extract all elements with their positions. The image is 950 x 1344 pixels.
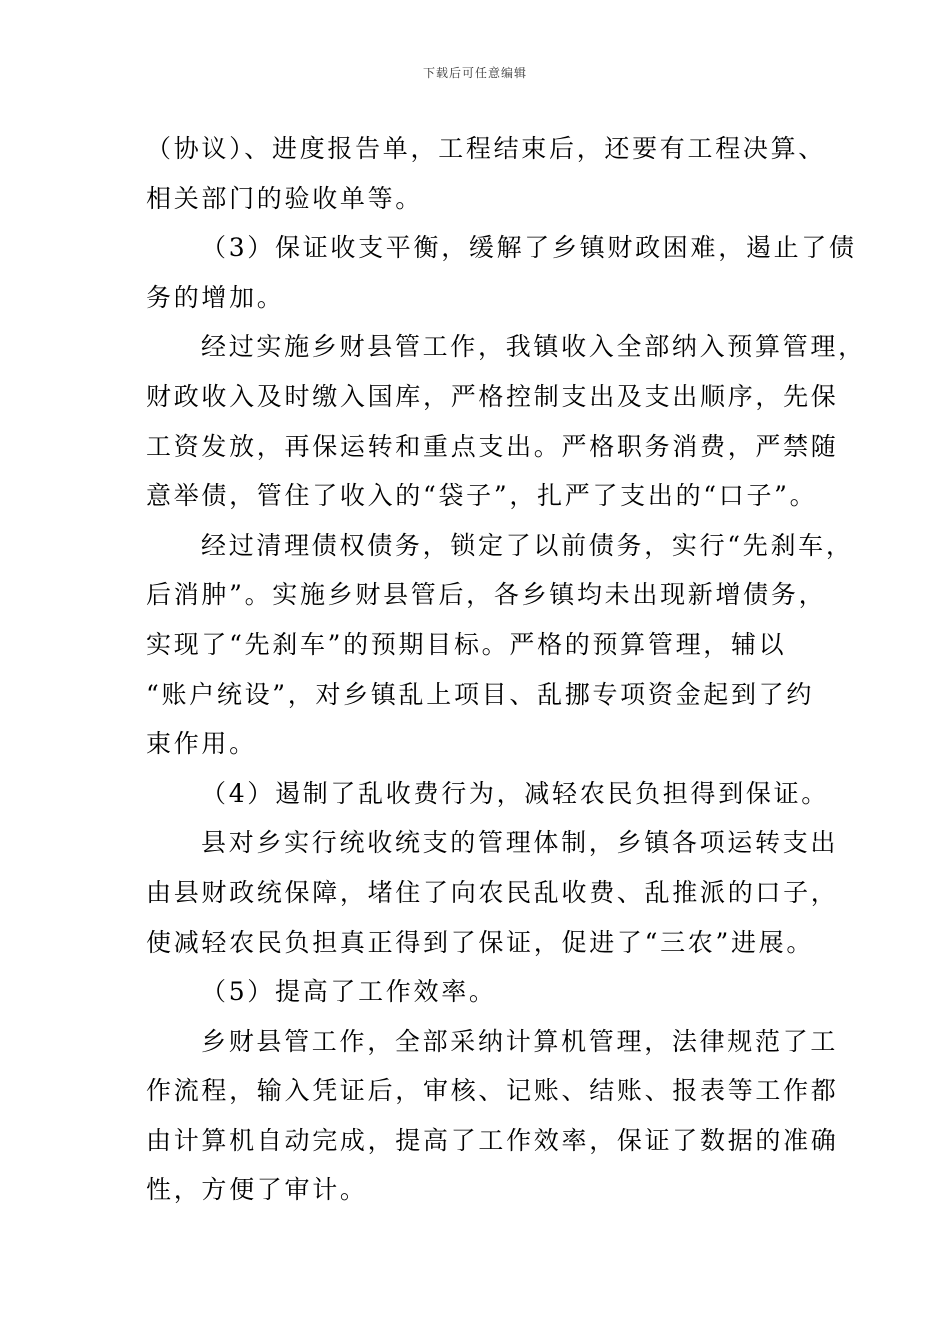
section-heading-3: （3）保证收支平衡，缓解了乡镇财政困难，遏止了债 — [201, 233, 857, 263]
text-line: 性，方便了审计。 — [146, 1175, 368, 1205]
text-line: 相关部门的验收单等。 — [146, 183, 424, 213]
text-line: 务的增加。 — [146, 282, 285, 312]
text-line: 作流程，输入凭证后，审核、记账、结账、报表等工作都 — [146, 1076, 839, 1106]
text-line: 由县财政统保障，堵住了向农民乱收费、乱推派的口子， — [146, 877, 839, 907]
section-heading-5: （5）提高了工作效率。 — [201, 977, 497, 1007]
text-line: （协议）、进度报告单，工程结束后，还要有工程决算、 — [146, 134, 827, 163]
text-line: 意举债，管住了收入的“袋子”，扎严了支出的“口子”。 — [146, 481, 818, 511]
paragraph-start: 县对乡实行统收统支的管理体制，乡镇各项运转支出 — [201, 828, 839, 858]
body-text — [146, 124, 866, 1215]
text-line: 由计算机自动完成，提高了工作效率，保证了数据的准确 — [146, 1125, 839, 1155]
text-line: 使减轻农民负担真正得到了保证，促进了“三农”进展。 — [146, 927, 815, 957]
text-line: 工资发放，再保运转和重点支出。严格职务消费，严禁随 — [146, 431, 839, 461]
section-heading-4: （4）遏制了乱收费行为，减轻农民负担得到保证。 — [201, 778, 830, 808]
paragraph-start: 经过实施乡财县管工作，我镇收入全部纳入预算管理， — [201, 332, 866, 362]
paragraph-start: 乡财县管工作，全部采纳计算机管理，法律规范了工 — [201, 1026, 839, 1056]
page-header: 下载后可任意编辑 — [422, 66, 527, 80]
text-line: 实现了“先刹车”的预期目标。严格的预算管理，辅以 — [146, 629, 787, 659]
text-line: 束作用。 — [146, 729, 257, 759]
text-line: 后消肿”。实施乡财县管后，各乡镇均未出现新增债务， — [146, 580, 827, 610]
text-line: 财政收入及时缴入国库，严格控制支出及支出顺序，先保 — [146, 381, 839, 411]
text-line: “账户统设”，对乡镇乱上项目、乱挪专项资金起到了约 — [146, 679, 815, 709]
paragraph-start: 经过清理债权债务，锁定了以前债务，实行“先刹车， — [201, 530, 854, 560]
